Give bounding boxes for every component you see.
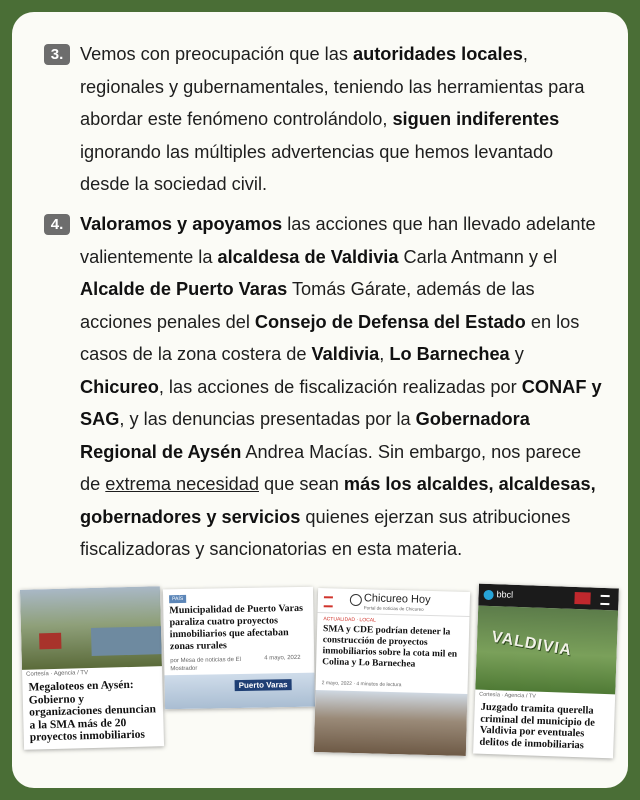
red-badge-icon — [574, 592, 590, 605]
point-4-text: Valoramos y apoyamos las acciones que han llevado adelante valientemente la alcaldesa de Valdivia Carla Antmann y el Alcalde de Puerto Varas Tomás Gárate, además de las acciones penales del Consejo de Defensa del Estado en los casos de la zona costera de Valdivia, Lo Barnechea y Chicureo, las acciones de fiscalización realizadas por CONAF y SAG, y las denuncias presentadas por la Gobernadora Regional de Aysén Andrea Macías. Sin embargo, nos parece de extrema necesidad que sean más los alcaldes, alcaldesas, gobernadores y servicios quienes ejerzan sus atribuciones fiscalizadoras y sancionatorias en esta materia. — [80, 214, 602, 559]
clip-valdivia-sign: VALDIVIA — [490, 628, 574, 660]
menu-icon — [600, 595, 609, 605]
point-3 — [44, 38, 604, 201]
clip-chicureo-brand: Chicureo Hoy — [363, 592, 431, 606]
clip-pv-sign: Puerto Varas — [235, 679, 292, 691]
news-clip-chicureo[interactable] — [314, 588, 470, 756]
clip-chicureo-brand-sub: Portal de noticias de Chicureo — [363, 605, 424, 612]
clip-aysen-photo — [20, 586, 162, 670]
clip-chicureo-header — [318, 588, 471, 617]
clip-aysen-meta: Cortesía · Agencia / TV — [26, 670, 89, 678]
clip-pv-tag: PAÍS — [169, 595, 186, 603]
clip-chicureo-headline: SMA y CDE podrían detener la construcción de proyectos inmobiliarios sobre la cota mil en Colina y Lo Barnechea — [322, 624, 458, 670]
clip-pv-headline: Municipalidad de Puerto Varas paraliza cuatro proyectos inmobiliarios que afectaban zonas rurales — [169, 602, 304, 653]
point-4-number-badge: 4. — [44, 214, 70, 235]
clip-pv-photo — [164, 673, 315, 710]
clip-chicureo-date: 2 mayo, 2022 · 4 minutos de lectura — [321, 680, 402, 689]
clip-chicureo-photo — [314, 690, 468, 756]
clip-pv-date: 4 mayo, 2022 — [264, 654, 301, 662]
clip-pv-byline: por Mesa de noticias de El Mostrador — [170, 656, 241, 673]
clip-chicureo-category: ACTUALIDAD · LOCAL — [323, 616, 376, 624]
lake — [91, 626, 162, 656]
menu-icon — [324, 596, 333, 607]
sign-board — [39, 633, 61, 650]
point-3-text: Vemos con preocupación que las autoridades locales, regionales y gubernamentales, teniendo las herramientas para abordar este fenómeno controlándolo, siguen indiferentes ignorando las múltiples advertencias que hemos levantado desde la sociedad civil. — [80, 44, 585, 194]
clip-valdivia-headline: Juzgado tramita querella criminal del municipio de Valdivia por eventuales delitos de inmobiliarias — [479, 701, 596, 751]
point-3-number-badge: 3. — [44, 44, 70, 65]
clip-valdivia-meta: Cortesía · Agencia / TV — [479, 691, 536, 700]
clip-aysen-headline: Megaloteos en Aysén: Gobierno y organizaciones denuncian a la SMA más de 20 proyectos inmobiliarios — [28, 678, 157, 744]
news-clip-aysen[interactable] — [20, 586, 164, 750]
news-clip-puerto-varas[interactable] — [163, 587, 315, 710]
point-4 — [44, 208, 604, 566]
globe-icon — [350, 594, 362, 606]
bbcl-logo-icon — [483, 590, 493, 600]
clip-valdivia-photo — [475, 606, 618, 695]
news-clip-valdivia[interactable] — [473, 584, 619, 759]
content-card — [12, 12, 628, 788]
clip-valdivia-brand: bbcl — [496, 589, 514, 600]
